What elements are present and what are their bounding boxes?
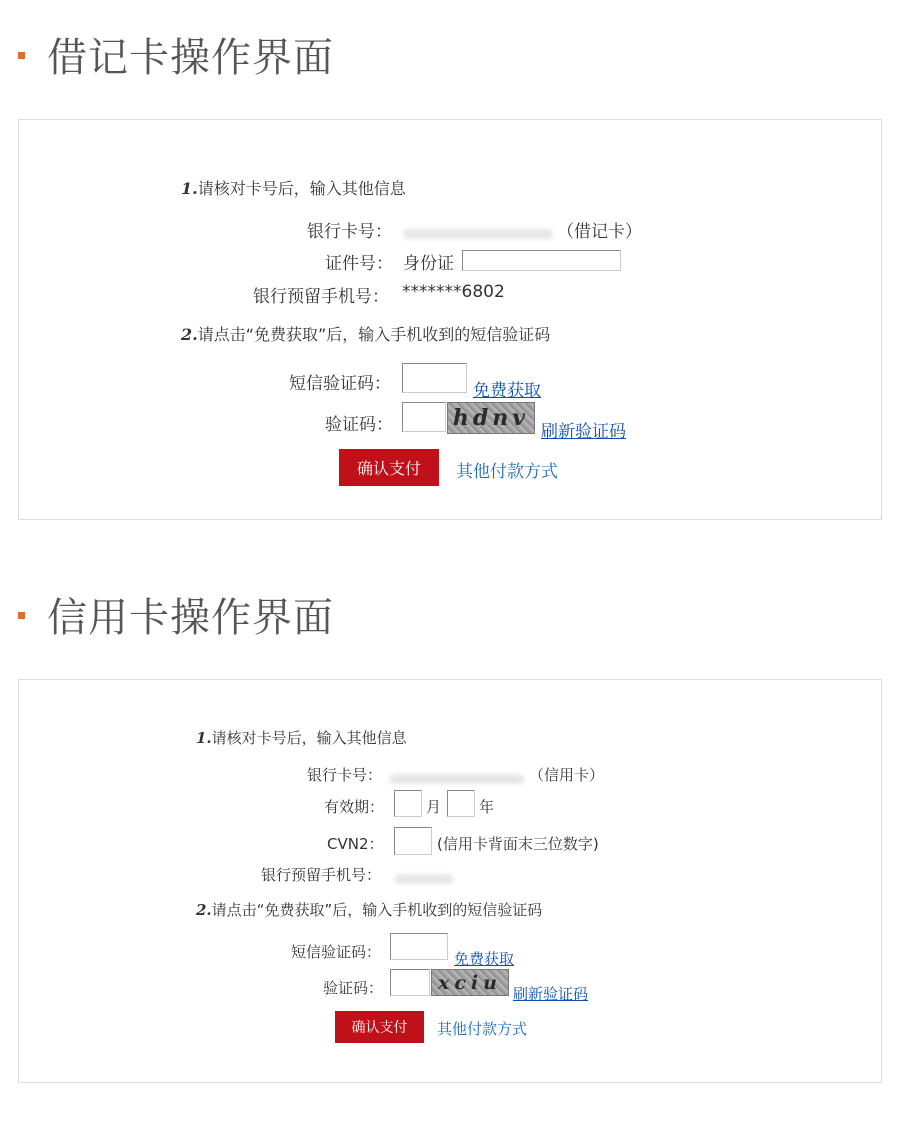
- step-text: 请核对卡号后，输入其他信息: [197, 179, 406, 198]
- debit-sms-label: 短信验证码：: [289, 374, 391, 394]
- debit-captcha-label: 验证码：: [325, 415, 393, 435]
- captcha-text: hdnv: [452, 405, 530, 431]
- debit-card-label: 银行卡号：: [307, 222, 392, 242]
- credit-other-payment-link[interactable]: 其他付款方式: [437, 1020, 528, 1038]
- credit-step2-heading: [196, 899, 542, 920]
- credit-expiry-month-input[interactable]: [394, 790, 422, 817]
- credit-card-label: 银行卡号：: [307, 766, 383, 784]
- credit-captcha-input[interactable]: [390, 969, 430, 996]
- debit-card-number-masked: [403, 223, 553, 242]
- credit-card-number-masked: [389, 768, 524, 787]
- credit-expiry-label: 有效期：: [324, 798, 385, 816]
- step-text: 请核对卡号后，输入其他信息: [211, 729, 407, 747]
- debit-id-number-input[interactable]: [462, 250, 621, 271]
- debit-step1-heading: [181, 176, 406, 199]
- step-text: 请点击“免费获取”后，输入手机收到的短信验证码: [211, 901, 543, 919]
- debit-captcha-image: [447, 402, 535, 434]
- debit-id-type: 身份证: [403, 254, 454, 274]
- step-number: 1.: [196, 729, 212, 747]
- credit-month-label: 月: [426, 798, 442, 816]
- credit-refresh-captcha-link[interactable]: 刷新验证码: [513, 985, 589, 1003]
- step-number: 2.: [181, 325, 198, 344]
- debit-sms-code-input[interactable]: [402, 363, 467, 393]
- credit-step1-heading: [196, 727, 407, 748]
- step-number: 2.: [196, 901, 212, 919]
- debit-payment-panel: [18, 119, 882, 520]
- credit-captcha-image: [431, 969, 509, 996]
- debit-confirm-pay-button[interactable]: 确认支付: [339, 449, 439, 486]
- debit-refresh-captcha-link[interactable]: 刷新验证码: [541, 422, 626, 442]
- debit-other-payment-link[interactable]: 其他付款方式: [456, 462, 558, 482]
- credit-captcha-label: 验证码：: [323, 979, 384, 997]
- debit-section-title: 借记卡操作界面: [47, 35, 334, 81]
- credit-cvn-input[interactable]: [394, 827, 432, 855]
- credit-cvn-hint: (信用卡背面末三位数字): [437, 835, 599, 853]
- credit-phone-label: 银行预留手机号：: [261, 866, 382, 884]
- credit-sms-label: 短信验证码：: [291, 943, 382, 961]
- debit-id-label: 证件号：: [325, 254, 393, 274]
- credit-expiry-year-input[interactable]: [447, 790, 475, 817]
- credit-confirm-pay-button[interactable]: 确认支付: [335, 1011, 424, 1043]
- credit-free-get-link[interactable]: 免费获取: [454, 950, 515, 968]
- credit-card-type: （信用卡）: [529, 766, 605, 784]
- credit-sms-code-input[interactable]: [390, 933, 448, 960]
- captcha-text: xciu: [438, 971, 502, 994]
- debit-section-heading: [18, 26, 334, 83]
- step-number: 1.: [181, 179, 198, 198]
- orange-bullet-icon: [18, 52, 25, 59]
- debit-step2-heading: [181, 322, 550, 345]
- credit-payment-panel: [18, 679, 882, 1083]
- debit-free-get-link[interactable]: 免费获取: [473, 381, 541, 401]
- orange-bullet-icon: [18, 612, 25, 619]
- debit-captcha-input[interactable]: [402, 402, 446, 432]
- credit-phone-masked: [394, 868, 454, 887]
- credit-year-label: 年: [479, 798, 495, 816]
- credit-section-heading: [18, 586, 334, 643]
- step-text: 请点击“免费获取”后，输入手机收到的短信验证码: [197, 325, 551, 344]
- debit-card-type: （借记卡）: [557, 222, 642, 242]
- credit-section-title: 信用卡操作界面: [47, 595, 334, 641]
- credit-cvn-label: CVN2：: [327, 835, 384, 853]
- debit-phone-label: 银行预留手机号：: [253, 287, 389, 307]
- debit-phone-value: *******6802: [402, 282, 505, 302]
